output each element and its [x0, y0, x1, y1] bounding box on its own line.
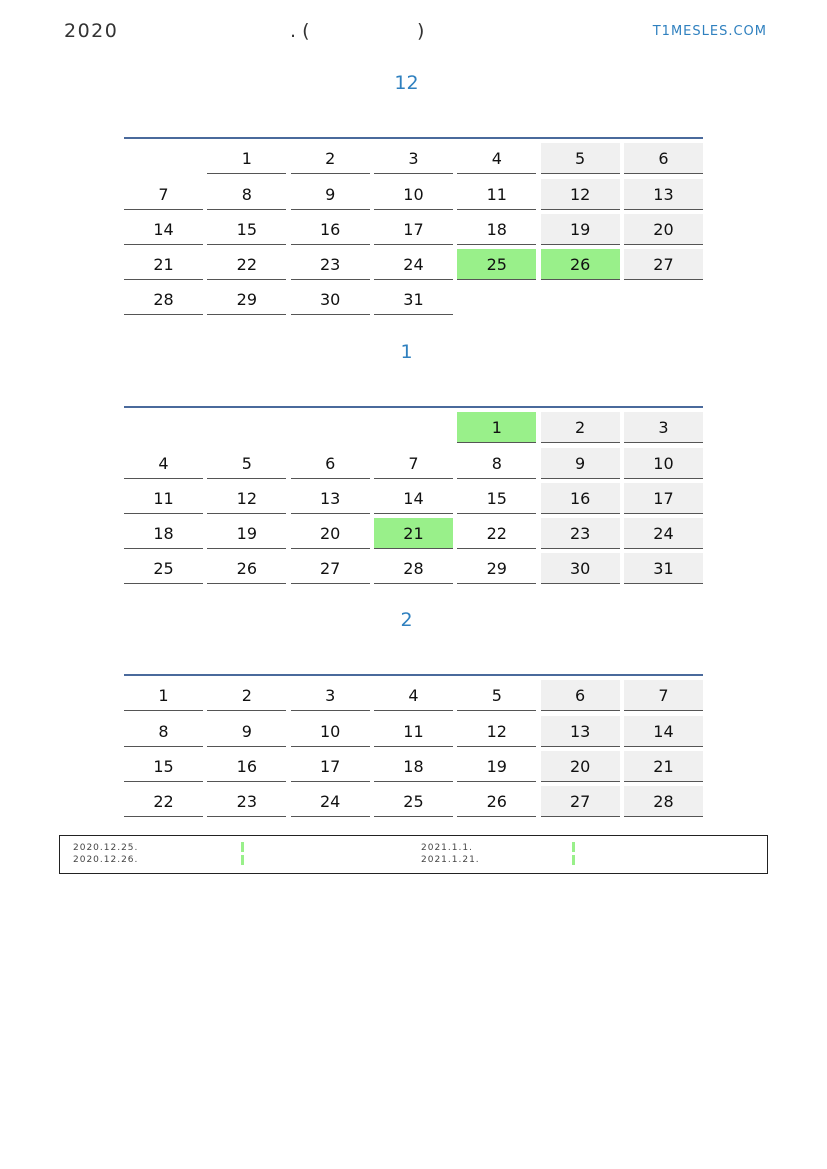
day-cell: 13 [291, 483, 370, 514]
holiday-color-marker [572, 855, 575, 865]
day-cell: 15 [124, 751, 203, 782]
day-cell: 5 [207, 448, 286, 479]
day-cell: 17 [374, 214, 453, 245]
day-cell: 20 [291, 518, 370, 549]
weekend-day-cell: 28 [624, 786, 703, 817]
empty-day-cell [291, 412, 370, 443]
day-cell: 6 [291, 448, 370, 479]
day-cell: 25 [124, 553, 203, 584]
day-cell: 24 [374, 249, 453, 280]
month-title-january: 1 [400, 341, 413, 363]
day-cell: 7 [124, 179, 203, 210]
weekend-day-cell: 10 [624, 448, 703, 479]
day-cell: 22 [124, 786, 203, 817]
legend-date: 2021.1.1. [421, 843, 473, 853]
holiday-legend [59, 835, 768, 874]
weekend-day-cell: 5 [541, 143, 620, 174]
weekend-day-cell: 19 [541, 214, 620, 245]
weekend-day-cell: 12 [541, 179, 620, 210]
day-cell: 2 [291, 143, 370, 174]
weekend-day-cell: 21 [624, 751, 703, 782]
day-cell: 1 [124, 680, 203, 711]
day-cell: 14 [124, 214, 203, 245]
day-cell: 16 [291, 214, 370, 245]
holiday-day-cell: 26 [541, 249, 620, 280]
calendar-december [124, 137, 703, 315]
day-cell: 29 [457, 553, 536, 584]
legend-date: 2020.12.26. [73, 855, 139, 865]
legend-date: 2020.12.25. [73, 843, 139, 853]
day-cell: 10 [374, 179, 453, 210]
day-cell: 18 [124, 518, 203, 549]
day-cell: 2 [207, 680, 286, 711]
day-cell: 24 [291, 786, 370, 817]
day-cell: 25 [374, 786, 453, 817]
day-cell: 18 [374, 751, 453, 782]
weekend-day-cell: 14 [624, 716, 703, 747]
weekend-day-cell: 17 [624, 483, 703, 514]
calendar-february [124, 674, 703, 817]
day-cell: 4 [457, 143, 536, 174]
day-cell: 3 [291, 680, 370, 711]
weekend-day-cell: 27 [541, 786, 620, 817]
day-cell: 8 [124, 716, 203, 747]
weekend-day-cell: 31 [624, 553, 703, 584]
day-cell: 28 [374, 553, 453, 584]
weekend-day-cell: 9 [541, 448, 620, 479]
day-cell: 22 [207, 249, 286, 280]
header-open-paren: . ( [290, 20, 310, 42]
weekend-day-cell: 7 [624, 680, 703, 711]
calendar-grid [124, 408, 703, 584]
day-cell: 3 [374, 143, 453, 174]
weekend-day-cell: 13 [541, 716, 620, 747]
site-link[interactable]: T1MESLES.COM [652, 24, 767, 39]
weekend-day-cell: 23 [541, 518, 620, 549]
day-cell: 26 [207, 553, 286, 584]
day-cell: 26 [457, 786, 536, 817]
weekend-day-cell: 2 [541, 412, 620, 443]
day-cell: 11 [374, 716, 453, 747]
day-cell: 16 [207, 751, 286, 782]
empty-day-cell [624, 284, 703, 315]
day-cell: 9 [207, 716, 286, 747]
day-cell: 29 [207, 284, 286, 315]
day-cell: 30 [291, 284, 370, 315]
month-title-february: 2 [400, 609, 413, 631]
empty-day-cell [541, 284, 620, 315]
month-title-december: 12 [394, 72, 419, 94]
calendar-grid [124, 676, 703, 817]
holiday-color-marker [241, 855, 244, 865]
weekend-day-cell: 6 [541, 680, 620, 711]
day-cell: 18 [457, 214, 536, 245]
weekend-day-cell: 30 [541, 553, 620, 584]
weekend-day-cell: 20 [541, 751, 620, 782]
day-cell: 28 [124, 284, 203, 315]
day-cell: 8 [457, 448, 536, 479]
day-cell: 7 [374, 448, 453, 479]
calendar-january [124, 406, 703, 584]
day-cell: 4 [124, 448, 203, 479]
empty-day-cell [207, 412, 286, 443]
holiday-color-marker [572, 842, 575, 852]
day-cell: 15 [457, 483, 536, 514]
empty-day-cell [457, 284, 536, 315]
holiday-day-cell: 21 [374, 518, 453, 549]
day-cell: 22 [457, 518, 536, 549]
page-year: 2020 [64, 20, 119, 42]
day-cell: 23 [291, 249, 370, 280]
day-cell: 17 [291, 751, 370, 782]
header-close-paren: ) [417, 20, 425, 42]
empty-day-cell [374, 412, 453, 443]
empty-day-cell [124, 412, 203, 443]
weekend-day-cell: 3 [624, 412, 703, 443]
day-cell: 8 [207, 179, 286, 210]
day-cell: 12 [457, 716, 536, 747]
day-cell: 5 [457, 680, 536, 711]
day-cell: 9 [291, 179, 370, 210]
day-cell: 14 [374, 483, 453, 514]
holiday-color-marker [241, 842, 244, 852]
day-cell: 11 [124, 483, 203, 514]
day-cell: 31 [374, 284, 453, 315]
weekend-day-cell: 13 [624, 179, 703, 210]
weekend-day-cell: 20 [624, 214, 703, 245]
day-cell: 4 [374, 680, 453, 711]
day-cell: 12 [207, 483, 286, 514]
day-cell: 15 [207, 214, 286, 245]
day-cell: 23 [207, 786, 286, 817]
weekend-day-cell: 16 [541, 483, 620, 514]
day-cell: 27 [291, 553, 370, 584]
day-cell: 21 [124, 249, 203, 280]
holiday-day-cell: 1 [457, 412, 536, 443]
weekend-day-cell: 24 [624, 518, 703, 549]
weekend-day-cell: 6 [624, 143, 703, 174]
holiday-day-cell: 25 [457, 249, 536, 280]
empty-day-cell [124, 143, 203, 174]
day-cell: 1 [207, 143, 286, 174]
day-cell: 10 [291, 716, 370, 747]
calendar-grid [124, 139, 703, 315]
day-cell: 11 [457, 179, 536, 210]
day-cell: 19 [457, 751, 536, 782]
weekend-day-cell: 27 [624, 249, 703, 280]
day-cell: 19 [207, 518, 286, 549]
legend-date: 2021.1.21. [421, 855, 480, 865]
